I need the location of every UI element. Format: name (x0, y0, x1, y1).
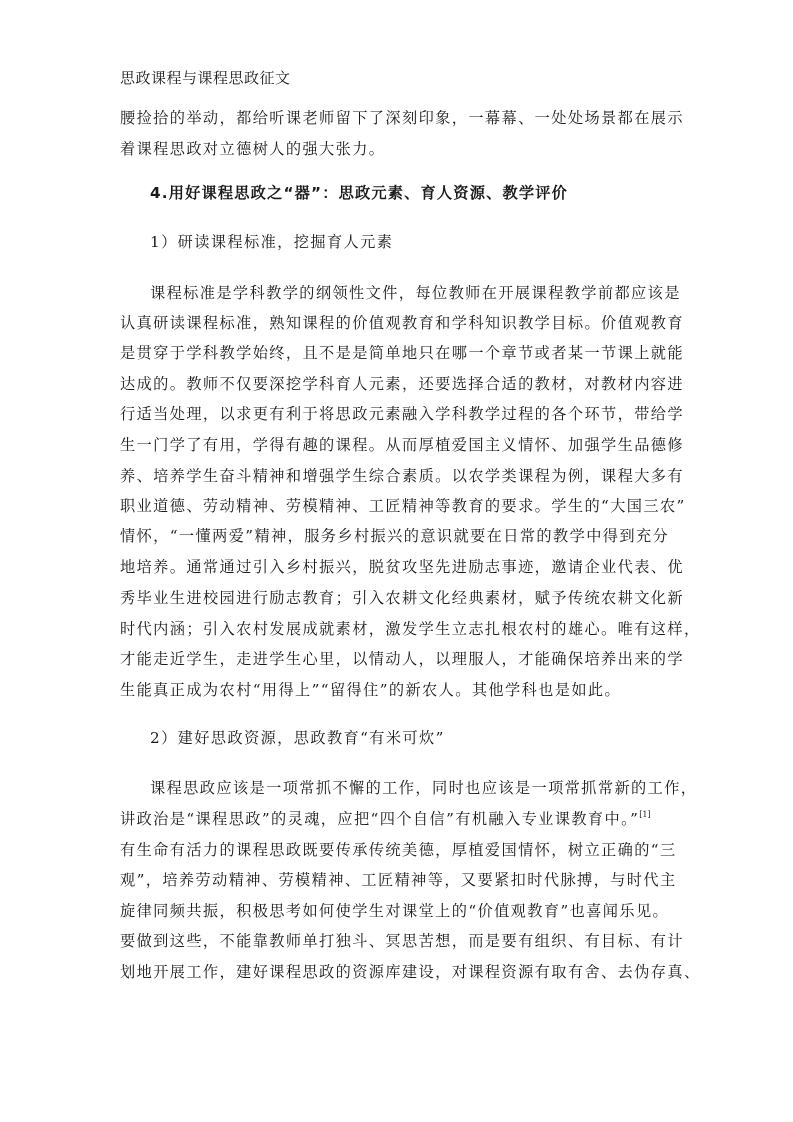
paragraph-line: 时代内涵；引入农村发展成就素材，激发学生立志扎根农村的雄心。唯有这样， (120, 620, 701, 638)
paragraph-line: 认真研读课程标准，熟知课程的价值观教育和学科知识教学目标。价值观教育 (120, 314, 684, 332)
paragraph-line: 养、培养学生奋斗精神和增强学生综合素质。以农学类课程为例，课程大多有 (120, 467, 684, 485)
paragraph-line: 行适当处理，以求更有利于将思政元素融入学科教学过程的各个环节，带给学 (120, 405, 684, 423)
paragraph-line: 生一门学了有用，学得有趣的课程。从而厚植爱国主义情怀、加强学生品德修 (120, 436, 684, 454)
intro-line: 着课程思政对立德树人的强大张力。 (120, 140, 386, 158)
intro-line: 腰捡拾的举动，都给听课老师留下了深刻印象，一幕幕、一处处场景都在展示 (120, 109, 684, 127)
paragraph-line: 生能真正成为农村“用得上”“留得住”的新农人。其他学科也是如此。 (120, 681, 622, 699)
paragraph-line: 有生命有活力的课程思政既要传承传统美德，厚植爱国情怀，树立正确的“三 (120, 841, 677, 859)
paragraph-line: 划地开展工作，建好课程思政的资源库建设，对课程资源有取有舍、去伪存真、 (120, 963, 701, 981)
paragraph-line-with-citation (120, 809, 680, 829)
paragraph-line: 旋律同频共振，积极思考如何使学生对课堂上的“价值观教育”也喜闻乐见。 (120, 902, 670, 920)
paragraph-text: 讲政治是“课程思政”的灵魂，应把“四个自信”有机融入专业课教育中。” (120, 810, 640, 828)
paragraph-line: 达成的。教师不仅要深挖学科育人元素，还要选择合适的教材，对教材内容进 (120, 375, 684, 393)
citation-ref[interactable]: [1] (639, 810, 651, 819)
paragraph-line: 职业道德、劳动精神、劳模精神、工匠精神等教育的要求。学生的“大国三农” (120, 497, 686, 515)
subsection-heading: 2）建好思政资源，思政教育“有米可炊” (150, 729, 445, 747)
paragraph-line: 地培养。通常通过引入乡村振兴，脱贫攻坚先进励志事迹，邀请企业代表、优 (120, 558, 684, 576)
running-title: 思政课程与课程思政征文 (120, 69, 291, 87)
paragraph-line: 才能走近学生，走进学生心里，以情动人，以理服人，才能确保培养出来的学 (120, 650, 684, 668)
subsection-heading: 1）研读课程标准，挖掘育人元素 (150, 233, 394, 251)
paragraph-line: 课程思政应该是一项常抓不懈的工作，同时也应该是一项常抓常新的工作， (150, 779, 698, 797)
paragraph-line: 要做到这些，不能靠教师单打独斗、冥思苦想，而是要有组织、有目标、有计 (120, 932, 684, 950)
section-heading: 4.用好课程思政之“器”：思政元素、育人资源、教学评价 (150, 184, 569, 202)
paragraph-line: 课程标准是学科教学的纲领性文件，每位教师在开展课程教学前都应该是 (150, 284, 681, 302)
paragraph-line: 秀毕业生进校园进行励志教育；引入农耕文化经典素材，赋予传统农耕文化新 (120, 589, 684, 607)
paragraph-line: 是贯穿于学科教学始终，且不是是简单地只在哪一个章节或者某一节课上就能 (120, 344, 684, 362)
paragraph-line: 观”，培养劳动精神、劳模精神、工匠精神等，又要紧扣时代脉搏，与时代主 (120, 871, 677, 889)
paragraph-line: 情怀，“一懂两爱”精神，服务乡村振兴的意识就要在日常的教学中得到充分 (120, 527, 670, 545)
